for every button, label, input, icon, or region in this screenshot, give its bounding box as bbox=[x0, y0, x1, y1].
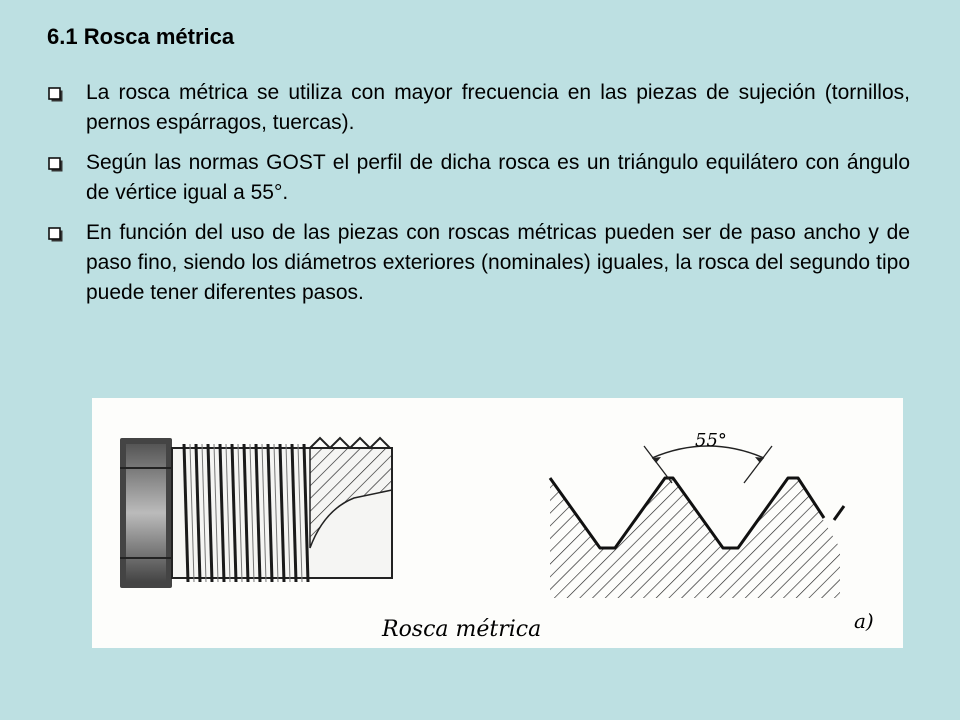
thread-drawing bbox=[92, 398, 903, 648]
checkbox-bullet-icon bbox=[48, 227, 64, 243]
bullet-text: Según las normas GOST el perfil de dicha rosca es un triángulo equilátero con ángulo de vértice igual a 55°. bbox=[86, 151, 910, 204]
figure-caption: Rosca métrica bbox=[382, 617, 542, 642]
angle-label: 55° bbox=[695, 430, 727, 451]
bullet-text: En función del uso de las piezas con roscas métricas pueden ser de paso ancho y de paso fino, siendo los diámetros exteriores (nominales) iguales, la rosca del segundo tipo puede tener diferentes pasos. bbox=[86, 221, 910, 304]
bolt-head bbox=[120, 438, 172, 588]
bullet-list bbox=[48, 78, 910, 318]
checkbox-bullet-icon bbox=[48, 157, 64, 173]
bolt-shank bbox=[172, 438, 392, 582]
bullet-item bbox=[48, 78, 910, 138]
checkbox-bullet-icon bbox=[48, 87, 64, 103]
bullet-item bbox=[48, 218, 910, 308]
bullet-text: La rosca métrica se utiliza con mayor frecuencia en las piezas de sujeción (tornillos, pernos espárragos, tuercas). bbox=[86, 81, 910, 134]
bullet-item bbox=[48, 148, 910, 208]
slide-title: 6.1 Rosca métrica bbox=[47, 24, 235, 49]
thread-profile bbox=[550, 446, 844, 598]
thread-figure bbox=[92, 398, 903, 648]
panel-label: a) bbox=[854, 609, 874, 633]
